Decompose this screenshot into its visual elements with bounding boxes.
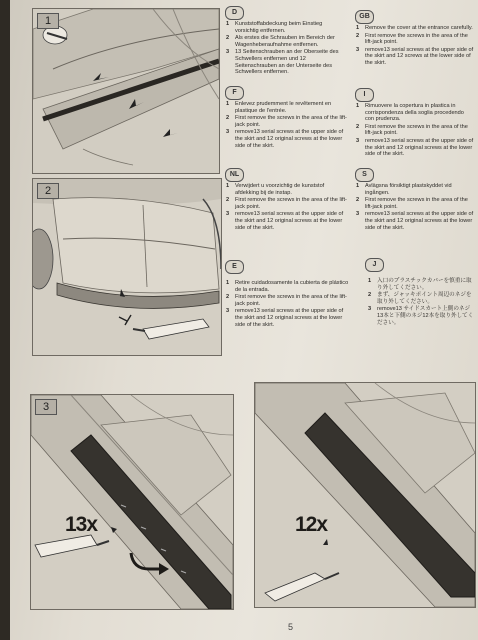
step: [226, 21, 346, 34]
step-number: 2: [226, 35, 230, 42]
step: [368, 292, 474, 305]
step: [356, 124, 474, 137]
step-text: Rimuovere la copertura in plastica in corrispondenza della soglia procedendo con prudenza.: [365, 103, 464, 123]
step: [356, 25, 474, 32]
lang-block-gb: [356, 25, 474, 68]
figure-3-illustration: [31, 395, 233, 609]
step-text: First remove the screws in the area of the lift-jack point.: [365, 197, 468, 210]
figure-3-number: 3: [35, 399, 57, 415]
lang-block-jp: [368, 278, 474, 327]
step-number: 3: [226, 129, 230, 136]
step: [356, 103, 474, 123]
lang-badge-fr: F: [225, 86, 244, 100]
step-number: 3: [356, 211, 360, 218]
step-text: Enlevez prudemment le revêtement en plastique de l'entrée.: [235, 101, 332, 114]
step: [368, 278, 474, 291]
figure-2-illustration: [33, 179, 221, 355]
step: [356, 211, 474, 231]
lang-badge-de: D: [225, 6, 244, 20]
step: [356, 138, 474, 158]
step: [226, 280, 352, 293]
step-number: 2: [226, 115, 230, 122]
lang-block-se: [356, 183, 474, 232]
step: [226, 129, 348, 149]
step-text: First remove the screws in the area of the lift-jack point.: [365, 32, 468, 46]
step-number: 1: [226, 280, 230, 286]
screw-count-13: 13x: [65, 513, 98, 536]
step-number: 1: [226, 21, 230, 27]
step-number: 2: [226, 294, 230, 301]
step: [226, 115, 348, 128]
lang-badge-it: I: [355, 88, 374, 102]
step: [356, 33, 474, 46]
lang-block-nl: [226, 183, 348, 232]
step-number: 2: [356, 123, 360, 130]
step: [368, 306, 474, 326]
step: [226, 49, 346, 75]
step-text: remove13 serial screws at the upper side of the skirt and 12 original screws at the lower side of the skirt.: [365, 137, 474, 158]
step-text: First remove the screws in the area of the lift-jack point.: [235, 197, 347, 210]
lang-badge-es: E: [225, 260, 244, 274]
step-text: 13 Seitenschrauben an der Oberseite des Schwellers entfernen und 12 Seitenschrauben an der Unterseite des Schwellers entfernen.: [235, 49, 339, 76]
lang-block-fr: [226, 101, 348, 150]
step-number: 3: [368, 306, 372, 313]
figure-4: [254, 382, 476, 608]
lang-badge-gb: GB: [355, 10, 374, 24]
figure-2: [32, 178, 222, 356]
step-number: 1: [356, 103, 360, 109]
step-number: 1: [356, 183, 360, 189]
step-number: 1: [356, 25, 360, 31]
step-text: 入口のプラスチックカバーを慎重に取り外してください。: [377, 278, 472, 291]
step-number: 3: [226, 49, 230, 56]
step: [356, 47, 474, 67]
step-text: remove13 serial screws at the upper side of the skirt and 12 original screws at the lower side of the skirt.: [365, 211, 474, 231]
lang-badge-nl: NL: [225, 168, 244, 182]
figure-1-illustration: [33, 9, 219, 173]
step-number: 2: [356, 32, 360, 39]
figure-2-number: 2: [37, 183, 59, 199]
step: [226, 294, 352, 307]
step-text: Remove the cover at the entrance carefully.: [365, 25, 473, 31]
step: [226, 183, 348, 196]
step-text: Retire cuidadosamente la cubierta de plástico de la entrada.: [235, 280, 349, 293]
step-number: 2: [356, 197, 360, 204]
step-number: 2: [368, 292, 372, 299]
step-number: 3: [356, 46, 360, 53]
step-text: remove13 serial screws at the upper side of the skirt and 12 original screws at the lower side of the skirt.: [235, 129, 344, 149]
lang-block-es: [226, 280, 352, 329]
step: [226, 101, 348, 114]
step: [356, 183, 474, 196]
figure-1-number: 1: [37, 13, 59, 29]
step-text: Avlägsna försiktigt plastskyddet vid ingången.: [365, 183, 452, 196]
step-number: 1: [368, 278, 372, 284]
step: [226, 197, 348, 210]
step: [226, 35, 346, 48]
step-number: 1: [226, 183, 230, 189]
lang-block-it: [356, 103, 474, 159]
lang-badge-jp: J: [365, 258, 384, 272]
screw-count-12: 12x: [295, 513, 328, 536]
step-text: Kunststoffabdeckung beim Einstieg vorsichtig entfernen.: [235, 21, 323, 34]
step: [356, 197, 474, 210]
step-text: remove13 サイドスカート上側のネジ13本と下側のネジ12本を取り外してください。: [377, 306, 474, 326]
step-text: remove13 serial screws at the upper side of the skirt and 12 original screws at the lower side of the skirt.: [235, 211, 344, 231]
step-number: 3: [226, 211, 230, 218]
step-text: Verwijdert u voorzichtig de kunststof afdekking bij de instap.: [235, 183, 325, 196]
page-number: 5: [288, 622, 294, 632]
step-text: remove13 serial screws at the upper side of the skirt and 12 original screws at the lower side of the skirt.: [235, 308, 344, 328]
step-text: まず、ジャッキポイント周辺のネジを取り外してください。: [377, 292, 472, 305]
step-text: remove13 serial screws at the upper side of the skirt and 12 screws at the lower side of the skirt.: [365, 46, 474, 66]
step-text: First remove the screws in the area of the lift-jack point.: [235, 294, 347, 307]
lang-block-de: [226, 21, 346, 77]
step-text: Als erstes die Schrauben im Bereich der Wagenheberaufnahme entfernen.: [235, 35, 335, 48]
step-number: 2: [226, 197, 230, 204]
step: [226, 308, 352, 328]
lang-badge-se: S: [355, 168, 374, 182]
instruction-sheet: [10, 0, 478, 640]
step: [226, 211, 348, 231]
figure-3: [30, 394, 234, 610]
step-text: First remove the screws in the area of the lift-jack point.: [235, 115, 347, 128]
step-number: 1: [226, 101, 230, 107]
step-number: 3: [356, 137, 360, 144]
step-text: First remove the screws in the area of the lift-jack point.: [365, 123, 468, 137]
figure-1: [32, 8, 220, 174]
step-number: 3: [226, 308, 230, 315]
figure-4-illustration: [255, 383, 475, 607]
